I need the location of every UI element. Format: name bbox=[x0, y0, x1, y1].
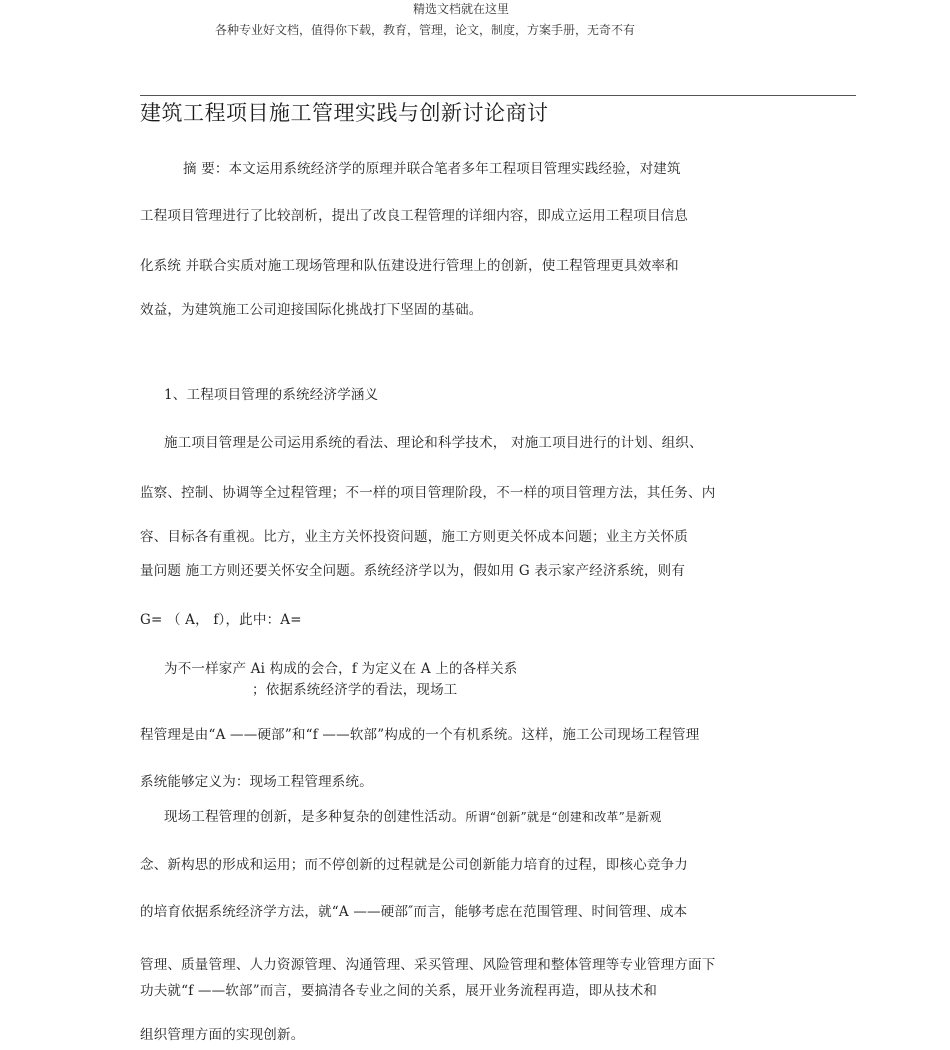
body-text-small: 所谓“创新”就是“创建和改革”是新观 bbox=[465, 810, 662, 824]
body-line: 为不一样家产 Ai 构成的会合，f 为定义在 A 上的各样关系 bbox=[164, 661, 518, 677]
abstract-line: 工程项目管理进行了比较剖析，提出了改良工程管理的详细内容，即成立运用工程项目信息 bbox=[140, 208, 688, 224]
header-line-1: 精选文档就在这里 bbox=[413, 2, 510, 16]
body-line: 量问题 施工方则还要关怀安全问题。系统经济学以为，假如用 G 表示家产经济系统，则有 bbox=[140, 563, 686, 579]
body-line: 的培育依据系统经济学方法，就“A ——硬部″而言，能够考虑在范围管理、时间管理、成本 bbox=[140, 904, 688, 920]
abstract-line: 摘 要：本文运用系统经济学的原理并联合笔者多年工程项目管理实践经验，对建筑 bbox=[183, 161, 681, 177]
abstract-line: 效益，为建筑施工公司迎接国际化挑战打下坚固的基础。 bbox=[140, 302, 483, 318]
formula-line: G= （ A， f），此中：A= bbox=[140, 612, 302, 628]
header-divider bbox=[140, 95, 856, 96]
body-text: 现场工程管理的创新，是多种复杂的创建性活动。 bbox=[164, 809, 466, 825]
body-line: 管理、质量管理、人力资源管理、沟通管理、采买管理、风险管理和整体管理等专业管理方面下 bbox=[140, 957, 716, 973]
body-line: 功夫就“f ——软部”而言，要搞清各专业之间的关系，展开业务流程再造，即从技术和 bbox=[140, 983, 658, 999]
abstract-line: 化系统 并联合实质对施工现场管理和队伍建设进行管理上的创新，使工程管理更具效率和 bbox=[140, 258, 679, 274]
body-line: ；依据系统经济学的看法，现场工 bbox=[252, 682, 458, 698]
document-title: 建筑工程项目施工管理实践与创新讨论商讨 bbox=[140, 101, 549, 125]
body-line: 监察、控制、协调等全过程管理；不一样的项目管理阶段，不一样的项目管理方法，其任务、内 bbox=[140, 485, 716, 501]
body-line: 系统能够定义为：现场工程管理系统。 bbox=[140, 774, 373, 790]
body-line: 组织管理方面的实现创新。 bbox=[140, 1027, 305, 1043]
body-line: 容、目标各有重视。比方，业主方关怀投资问题，施工方则更关怀成本问题；业主方关怀质 bbox=[140, 529, 688, 545]
body-line bbox=[164, 805, 662, 825]
header-line-2: 各种专业好文档，值得你下载，教育，管理，论文，制度，方案手册，无奇不有 bbox=[215, 23, 636, 37]
body-line: 念、新构思的形成和运用；而不停创新的过程就是公司创新能力培育的过程，即核心竞争力 bbox=[140, 857, 688, 873]
body-line: 程管理是由“A ——硬部”和“f ——软部”构成的一个有机系统。这样，施工公司现场工程管理 bbox=[140, 727, 700, 743]
body-line: 施工项目管理是公司运用系统的看法、理论和科学技术， 对施工项目进行的计划、组织、 bbox=[164, 435, 703, 451]
section-heading: 1、工程项目管理的系统经济学涵义 bbox=[164, 387, 379, 403]
